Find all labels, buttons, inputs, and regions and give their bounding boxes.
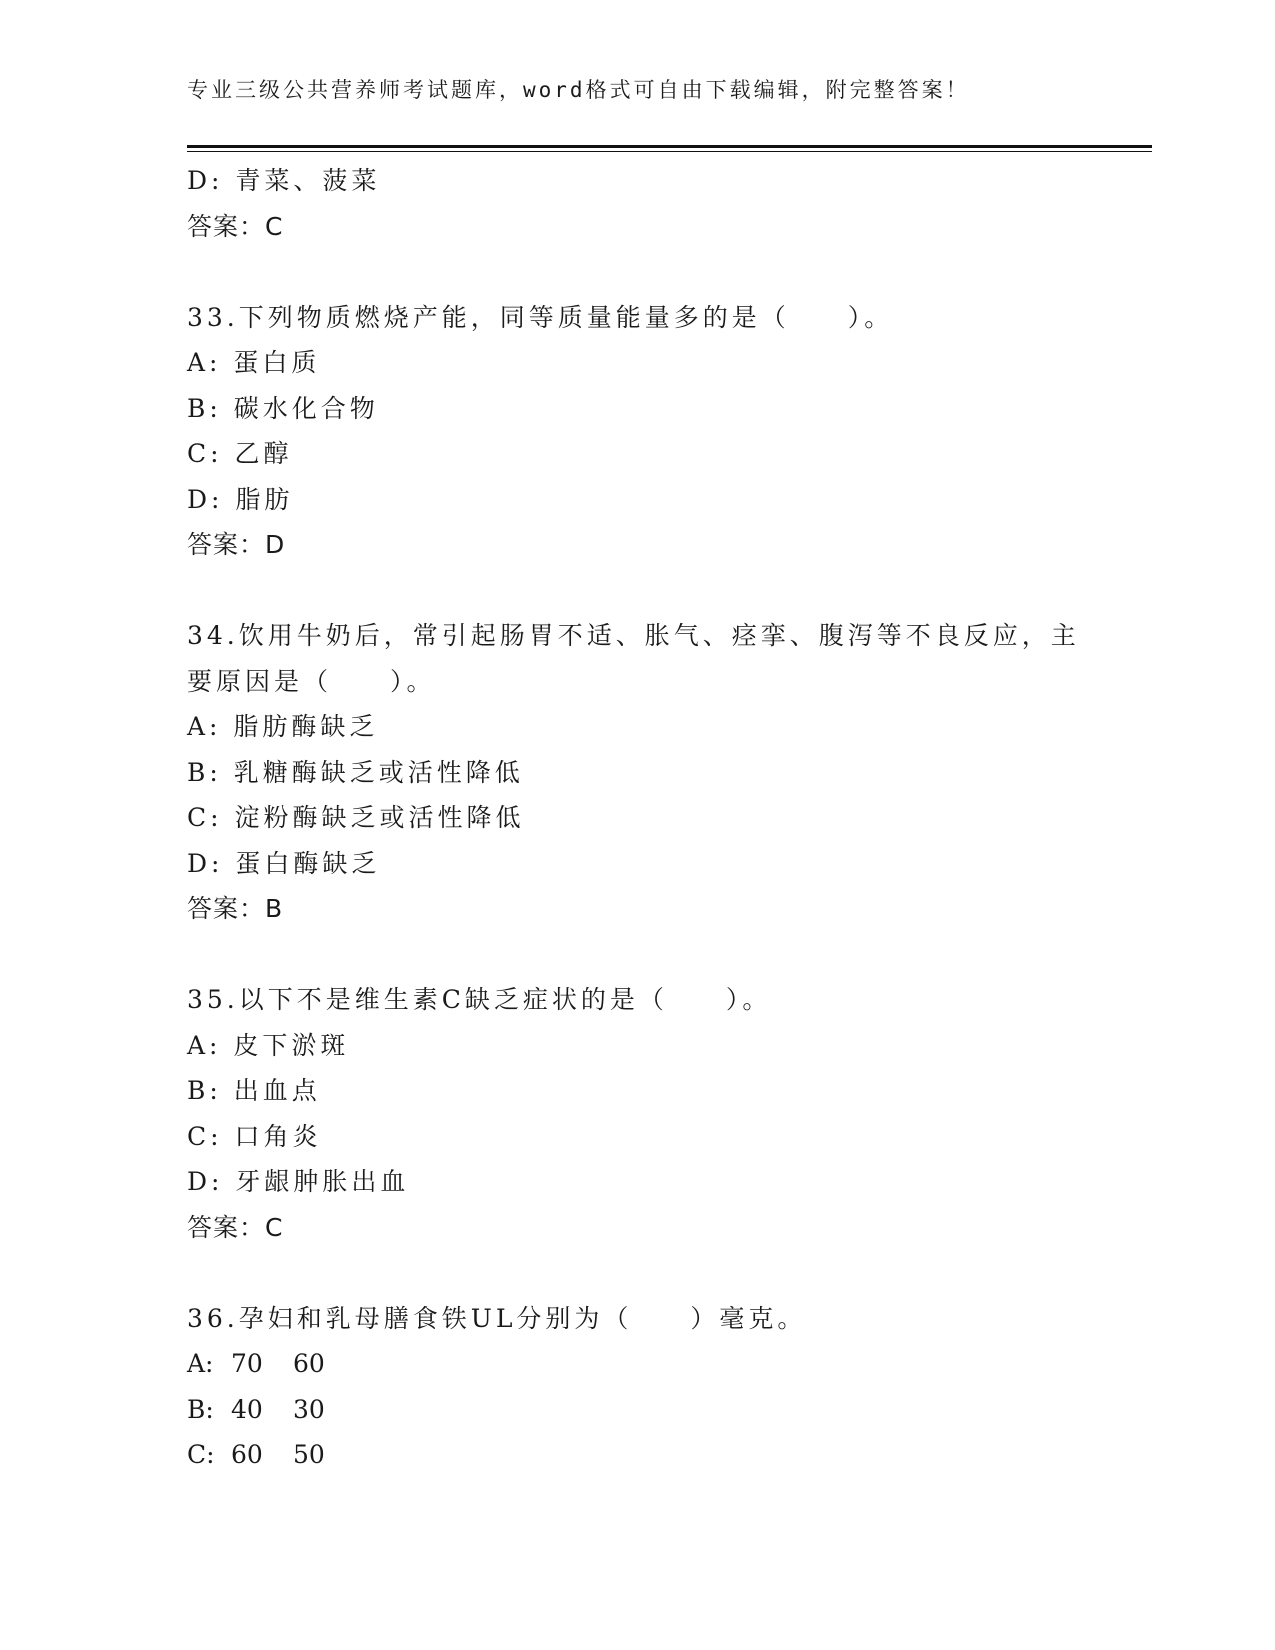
option-label: C: [187, 1440, 215, 1469]
question-stem-34-line2: 要原因是（ ）。 [187, 666, 436, 696]
option-c: C: 淀粉酶缺乏或活性降低 [187, 803, 525, 832]
spacer [187, 932, 1087, 978]
question-stem-35: 35.以下不是维生素C缺乏症状的是（ ）。 [187, 985, 772, 1014]
option-c: C: 乙醇 [187, 439, 293, 468]
question-stem-36: 36.孕妇和乳母膳食铁UL分别为（ ）毫克。 [187, 1303, 807, 1333]
answer-line: 答案：B [187, 894, 284, 923]
option-label: A: [187, 1349, 214, 1378]
question-list [187, 158, 1087, 1478]
option-d: D: 蛋白酶缺乏 [187, 848, 381, 878]
option-a: A: 蛋白质 [187, 348, 321, 377]
option-b: B: 碳水化合物 [187, 393, 379, 423]
page-header: 专业三级公共营养师考试题库，word格式可自由下载编辑，附完整答案！ [187, 78, 970, 102]
option-value-2: 50 [293, 1440, 325, 1469]
option-d: D: 青菜、菠菜 [187, 166, 381, 195]
question-stem-33: 33.下列物质燃烧产能，同等质量能量多的是（ ）。 [187, 302, 894, 332]
option-b: B: 出血点 [187, 1076, 321, 1105]
answer-line: 答案：D [187, 530, 286, 559]
option-a [187, 1341, 1087, 1387]
option-c: C: 口角炎 [187, 1121, 322, 1151]
option-value-1: 60 [231, 1440, 263, 1469]
answer-line: 答案：C [187, 211, 284, 241]
option-c [187, 1432, 1087, 1478]
option-a: A: 皮下淤斑 [187, 1030, 350, 1060]
option-value-1: 40 [231, 1394, 263, 1424]
option-value-2: 60 [293, 1349, 325, 1378]
option-value-2: 30 [293, 1394, 325, 1424]
option-d: D: 牙龈肿胀出血 [187, 1167, 410, 1196]
option-b: B: 乳糖酶缺乏或活性降低 [187, 757, 524, 787]
option-a: A: 脂肪酶缺乏 [187, 712, 379, 741]
spacer [187, 249, 1087, 295]
question-stem-34-line1: 34.饮用牛奶后，常引起肠胃不适、胀气、痉挛、腹泻等不良反应，主 [187, 621, 1080, 650]
header-divider-thick [187, 145, 1152, 148]
answer-line: 答案：C [187, 1212, 284, 1242]
spacer [187, 568, 1087, 614]
spacer [187, 1250, 1087, 1296]
option-value-1: 70 [231, 1349, 263, 1378]
option-label: B: [187, 1394, 214, 1424]
option-b [187, 1387, 1087, 1433]
header-divider-thin [187, 151, 1152, 152]
option-d: D: 脂肪 [187, 484, 294, 514]
